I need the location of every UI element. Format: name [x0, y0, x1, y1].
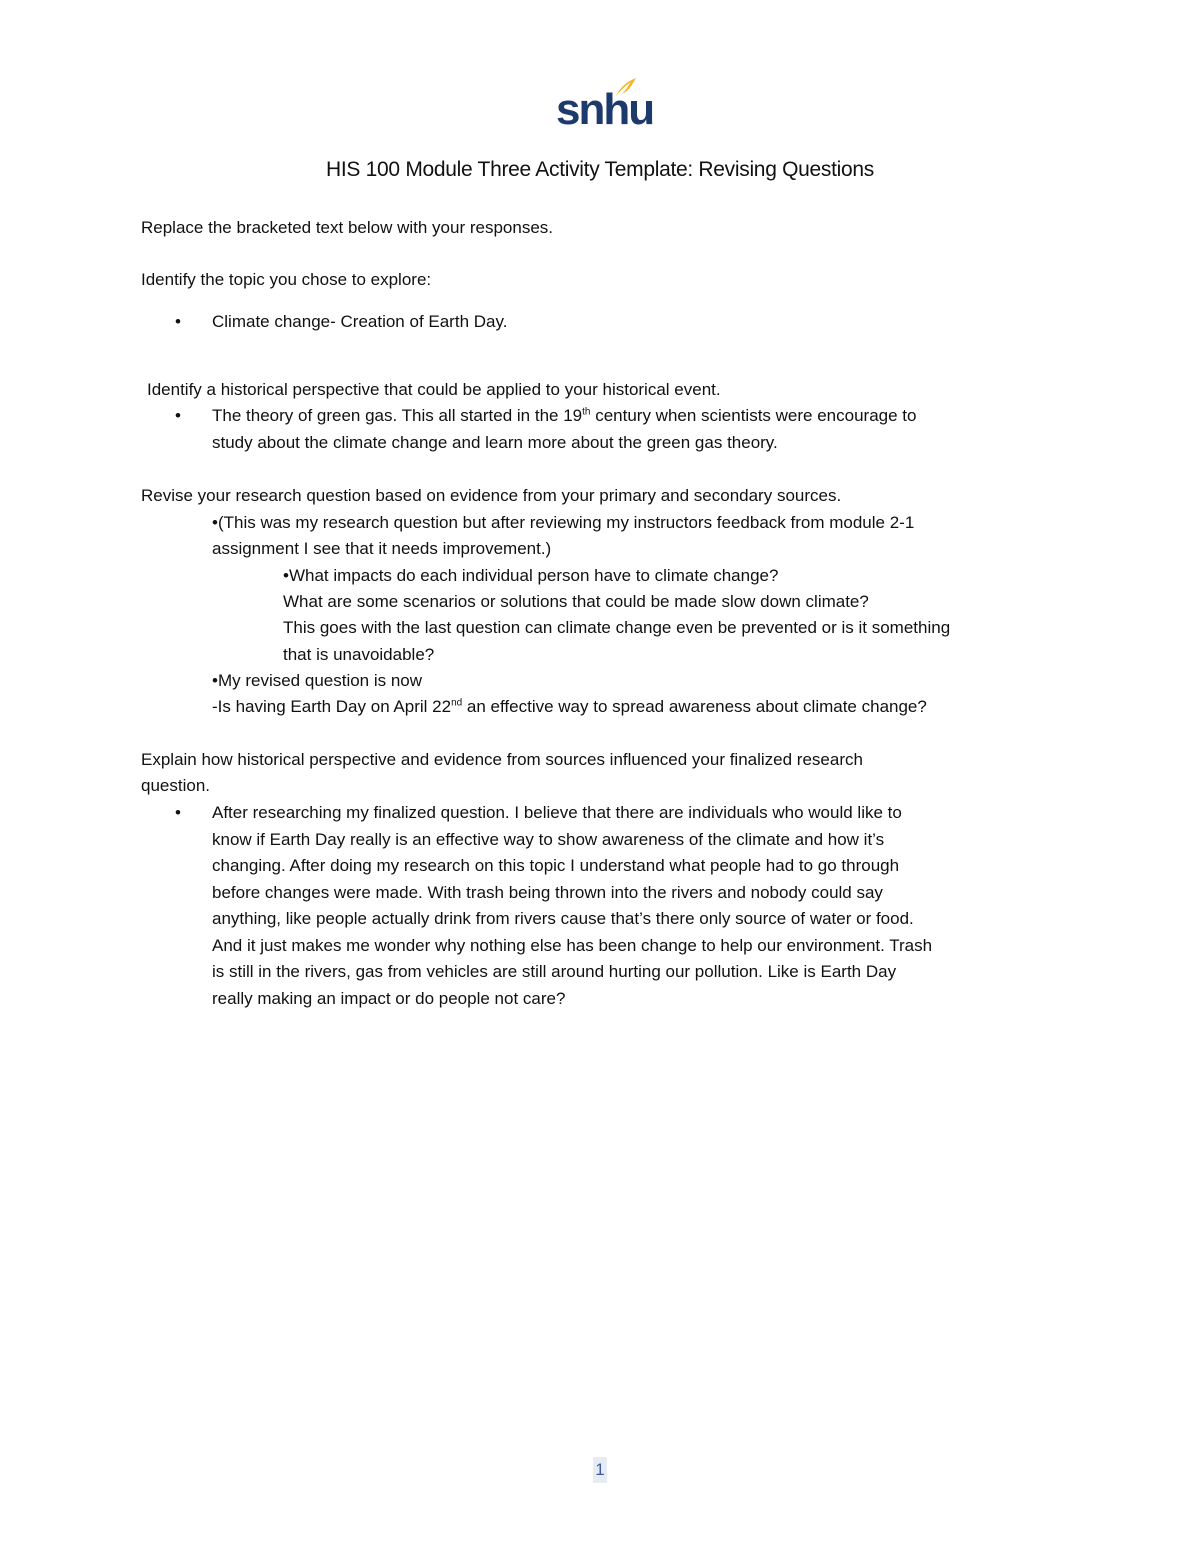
revise-line: assignment I see that it needs improvement.) — [212, 539, 552, 558]
document-title: HIS 100 Module Three Activity Template: Revising Questions — [326, 158, 874, 181]
snhu-logo — [556, 76, 654, 134]
logo-wordmark: snhu — [556, 85, 654, 134]
revise-line: •My revised question is now — [212, 671, 423, 690]
bullet-marker: • — [175, 312, 181, 331]
instructions-text: Replace the bracketed text below with your responses. — [141, 218, 554, 237]
revised-question: -Is having Earth Day on April 22nd an effective way to spread awareness about climate change? — [212, 697, 927, 716]
topic-answer: Climate change- Creation of Earth Day. — [212, 312, 508, 331]
revise-line: •What impacts do each individual person have to climate change? — [283, 566, 779, 585]
topic-prompt: Identify the topic you chose to explore: — [141, 270, 432, 289]
perspective-answer: The theory of green gas. This all started in the 19th century when scientists were encourage to study about the climate change and learn more about the green gas theory. — [212, 406, 917, 452]
page-number: 1 — [593, 1457, 607, 1483]
bullet-marker: • — [175, 406, 181, 425]
perspective-prompt: Identify a historical perspective that could be applied to your historical event. — [147, 380, 721, 399]
revise-line: What are some scenarios or solutions that could be made slow down climate? — [283, 592, 869, 611]
explain-prompt: question. — [141, 776, 210, 795]
bullet-marker: • — [175, 803, 181, 822]
revise-line: that is unavoidable? — [283, 645, 435, 664]
explain-answer: After researching my finalized question. I believe that there are individuals who would like to know if Earth Day really is an effective way to show awareness of the climate and how it’s changing. After doing my research on this topic I understand what people had to go through before changes were made. With trash being thrown into the rivers and nobody could say anything, like people actually drink from rivers cause that’s there only source of water or food. And it just makes me wonder why nothing else has been change to help our environment. Trash is still in the rivers, gas from vehicles are still around hurting our pollution. Like is Earth Day really making an impact or do people not care? — [212, 803, 933, 1008]
revise-line: •(This was my research question but after reviewing my instructors feedback from module 2-1 — [212, 513, 915, 532]
revise-prompt: Revise your research question based on evidence from your primary and secondary sources. — [141, 486, 842, 505]
explain-prompt: Explain how historical perspective and evidence from sources influenced your finalized research — [141, 750, 863, 769]
revise-line: This goes with the last question can climate change even be prevented or is it something — [283, 618, 951, 637]
